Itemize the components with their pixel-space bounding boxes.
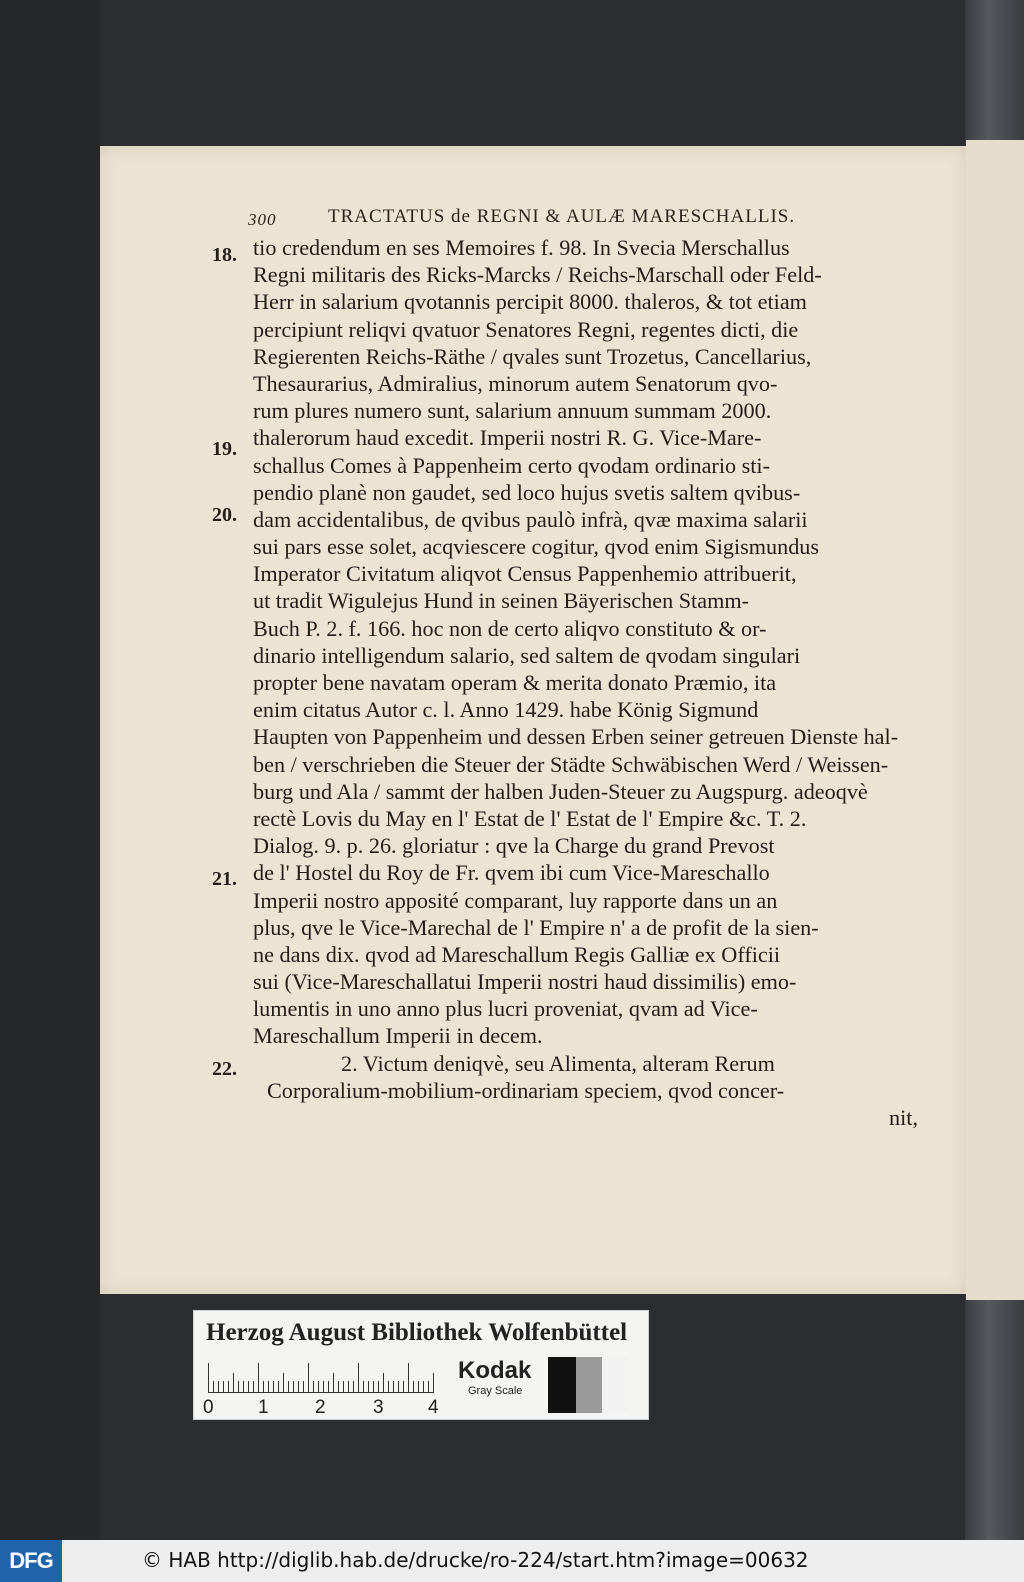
text-line: tio credendum en ses Memoires f. 98. In Svecia Merschallus [253, 235, 790, 260]
ruler-tick [263, 1381, 264, 1393]
ruler-tick [363, 1381, 364, 1393]
ruler-tick [433, 1373, 434, 1393]
text-line: plus, qve le Vice-Marechal de l' Empire n' a de profit de la sien- [253, 914, 819, 940]
ruler-tick [328, 1381, 329, 1393]
margin-number: 22. [212, 1058, 237, 1080]
ruler-tick [368, 1381, 369, 1393]
text-line: enim citatus Autor c. l. Anno 1429. habe König Sigmund [253, 697, 759, 723]
ruler-tick [278, 1381, 279, 1393]
ruler-tick [228, 1381, 229, 1393]
gray-swatch [576, 1357, 602, 1413]
ruler-tick [308, 1363, 309, 1393]
text-line: Thesaurarius, Admiralius, minorum autem Senatorum qvo- [253, 370, 778, 396]
ruler-tick [208, 1363, 209, 1393]
scan-background-left [0, 0, 100, 1540]
facing-page-edge [966, 140, 1024, 1300]
text-line: rectè Lovis du May en l' Estat de l' Estat de l' Empire &c. T. 2. [253, 805, 807, 831]
text-line: rum plures numero sunt, salarium annuum summam 2000. [253, 398, 772, 424]
dfg-logo: DFG [0, 1540, 62, 1582]
ruler-tick [423, 1381, 424, 1393]
ruler-tick [428, 1381, 429, 1393]
ruler-tick [318, 1381, 319, 1393]
text-line: Herr in salarium qvotannis percipit 8000. thaleros, & tot etiam [253, 289, 807, 315]
ruler-tick [223, 1381, 224, 1393]
ruler-label: 4 [428, 1397, 439, 1418]
ruler-tick [253, 1381, 254, 1393]
ruler-tick [213, 1381, 214, 1393]
copyright-link[interactable]: © HAB http://diglib.hab.de/drucke/ro-224/start.htm?image=00632 [142, 1548, 809, 1572]
ruler-tick [398, 1381, 399, 1393]
ruler-tick [268, 1381, 269, 1393]
running-title: TRACTATUS de REGNI & AULÆ MARESCHALLIS. [328, 206, 796, 227]
ruler-tick [283, 1373, 284, 1393]
text-line: lumentis in uno anno plus lucri proveniat, qvam ad Vice- [253, 996, 758, 1022]
text-line: Dialog. 9. p. 26. gloriatur : qve la Charge du grand Prevost [253, 833, 775, 859]
ruler-baseline [208, 1392, 433, 1393]
ruler-tick [233, 1373, 234, 1393]
kodak-logo: Kodak [458, 1357, 532, 1384]
text-line: dam accidentalibus, de qvibus paulò infrà, qvæ maxima salarii [253, 506, 808, 532]
ruler-tick [243, 1381, 244, 1393]
text-line: sui pars esse solet, acqviescere cogitur, qvod enim Sigismundus [253, 534, 820, 560]
ruler-tick [333, 1373, 334, 1393]
ruler-tick [343, 1381, 344, 1393]
ruler-tick [323, 1381, 324, 1393]
text-line: percipiunt reliqvi qvatuor Senatores Regni, regentes dicti, die [253, 316, 799, 342]
text-line: schallus Comes à Pappenheim certo qvodam ordinario sti- [253, 452, 770, 478]
ruler-tick [373, 1381, 374, 1393]
ruler-tick [383, 1373, 384, 1393]
ruler-tick [393, 1381, 394, 1393]
ruler-tick [378, 1381, 379, 1393]
text-line: 2. Victum deniqvè, seu Alimenta, alteram Rerum [341, 1050, 775, 1076]
text-line: propter bene navatam operam & merita donato Præmio, ita [253, 670, 777, 695]
text-line: ne dans dix. qvod ad Mareschallum Regis Galliæ ex Officii [253, 941, 781, 967]
margin-number: 20. [212, 504, 237, 526]
institution-name: Herzog August Bibliothek Wolfenbüttel [206, 1319, 628, 1346]
ruler-tick [248, 1381, 249, 1393]
ruler-tick [338, 1381, 339, 1393]
text-line: Corporalium-mobilium-ordinariam speciem, qvod concer- [267, 1077, 785, 1103]
gray-swatch [602, 1357, 628, 1413]
ruler-tick [303, 1381, 304, 1393]
body-text [253, 234, 918, 1131]
ruler-tick [238, 1381, 239, 1393]
ruler-tick [413, 1381, 414, 1393]
ruler [208, 1361, 433, 1393]
margin-number: 18. [212, 244, 237, 266]
margin-number: 19. [212, 438, 237, 460]
text-line: de l' Hostel du Roy de Fr. qvem ibi cum Vice-Mareschallo [253, 860, 770, 886]
ruler-tick [258, 1363, 259, 1393]
text-line: pendio planè non gaudet, sed loco hujus svetis saltem qvibus- [253, 479, 801, 505]
text-line: Mareschallum Imperii in decem. [253, 1023, 543, 1049]
ruler-tick [293, 1381, 294, 1393]
ruler-tick [348, 1381, 349, 1393]
footer-bar [0, 1540, 1024, 1582]
ruler-tick [388, 1381, 389, 1393]
text-line: dinario intelligendum salario, sed saltem de qvodam singulari [253, 642, 801, 668]
ruler-label: 3 [373, 1397, 384, 1418]
gray-scale-label: Gray Scale [468, 1385, 523, 1397]
ruler-tick [353, 1381, 354, 1393]
ruler-tick [403, 1381, 404, 1393]
ruler-tick [418, 1381, 419, 1393]
page-number: 300 [248, 210, 277, 229]
text-line: ut tradit Wigulejus Hund in seinen Bäyerischen Stamm- [253, 588, 749, 614]
book-page [100, 146, 966, 1294]
ruler-label: 0 [203, 1397, 214, 1418]
ruler-tick [273, 1381, 274, 1393]
ruler-label: 1 [258, 1397, 269, 1418]
margin-number: 21. [212, 868, 237, 890]
ruler-tick [313, 1381, 314, 1393]
ruler-tick [218, 1381, 219, 1393]
text-line: Regierenten Reichs-Räthe / qvales sunt Trozetus, Cancellarius, [253, 343, 812, 369]
text-line: Haupten von Pappenheim und dessen Erben seiner getreuen Dienste hal- [253, 724, 899, 750]
ruler-tick [408, 1363, 409, 1393]
ruler-tick [298, 1381, 299, 1393]
color-scale-card [193, 1310, 649, 1420]
text-line: nit, [889, 1105, 918, 1130]
ruler-tick [358, 1363, 359, 1393]
text-line: thalerorum haud excedit. Imperii nostri R. G. Vice-Mare- [253, 425, 762, 451]
ruler-tick [288, 1381, 289, 1393]
ruler-label: 2 [315, 1397, 326, 1418]
text-line: sui (Vice-Mareschallatui Imperii nostri haud dissimilis) emo- [253, 969, 797, 995]
text-line: Imperii nostro apposité comparant, luy rapporte dans un an [253, 887, 778, 913]
text-line: burg und Ala / sammt der halben Juden-Steuer zu Augspurg. adeoqvè [253, 778, 868, 804]
gray-swatch [548, 1357, 576, 1413]
text-line: Imperator Civitatum aliqvot Census Pappenhemio attribuerit, [253, 561, 797, 587]
text-line: ben / verschrieben die Steuer der Städte Schwäbischen Werd / Weissen- [253, 751, 889, 777]
text-line: Regni militaris des Ricks-Marcks / Reichs-Marschall oder Feld- [253, 262, 822, 288]
text-line: Buch P. 2. f. 166. hoc non de certo aliqvo constituto & or- [253, 615, 767, 641]
